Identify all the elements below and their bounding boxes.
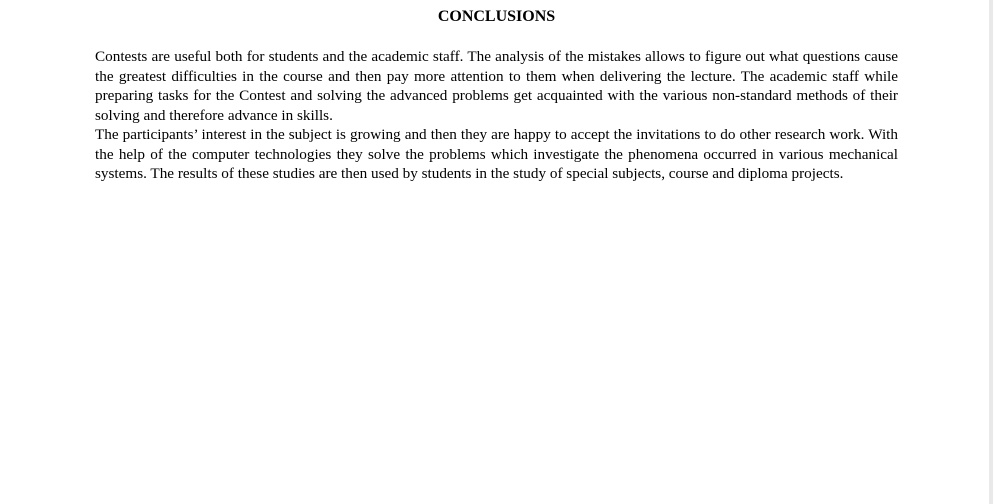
- page-edge-divider: [989, 0, 993, 504]
- paragraph-1: Contests are useful both for students and the academic staff. The analysis of the mistakes allows to figure out what questions cause the greatest difficulties in the course and then pay more attention to them when delivering the lecture. The academic staff while preparing tasks for the Contest and solving the advanced problems get acquainted with the various non-standard methods of their solving and therefore advance in skills.: [95, 48, 898, 124]
- section-body: [95, 47, 898, 184]
- paragraph-2: The participants’ interest in the subject is growing and then they are happy to accept the invitations to do other research work. With the help of the computer technologies they solve the problems which investigate the phenomena occurred in various mechanical systems. The results of these studies are then used by students in the study of special subjects, course and diploma projects.: [95, 126, 898, 182]
- section-title: CONCLUSIONS: [437, 8, 556, 25]
